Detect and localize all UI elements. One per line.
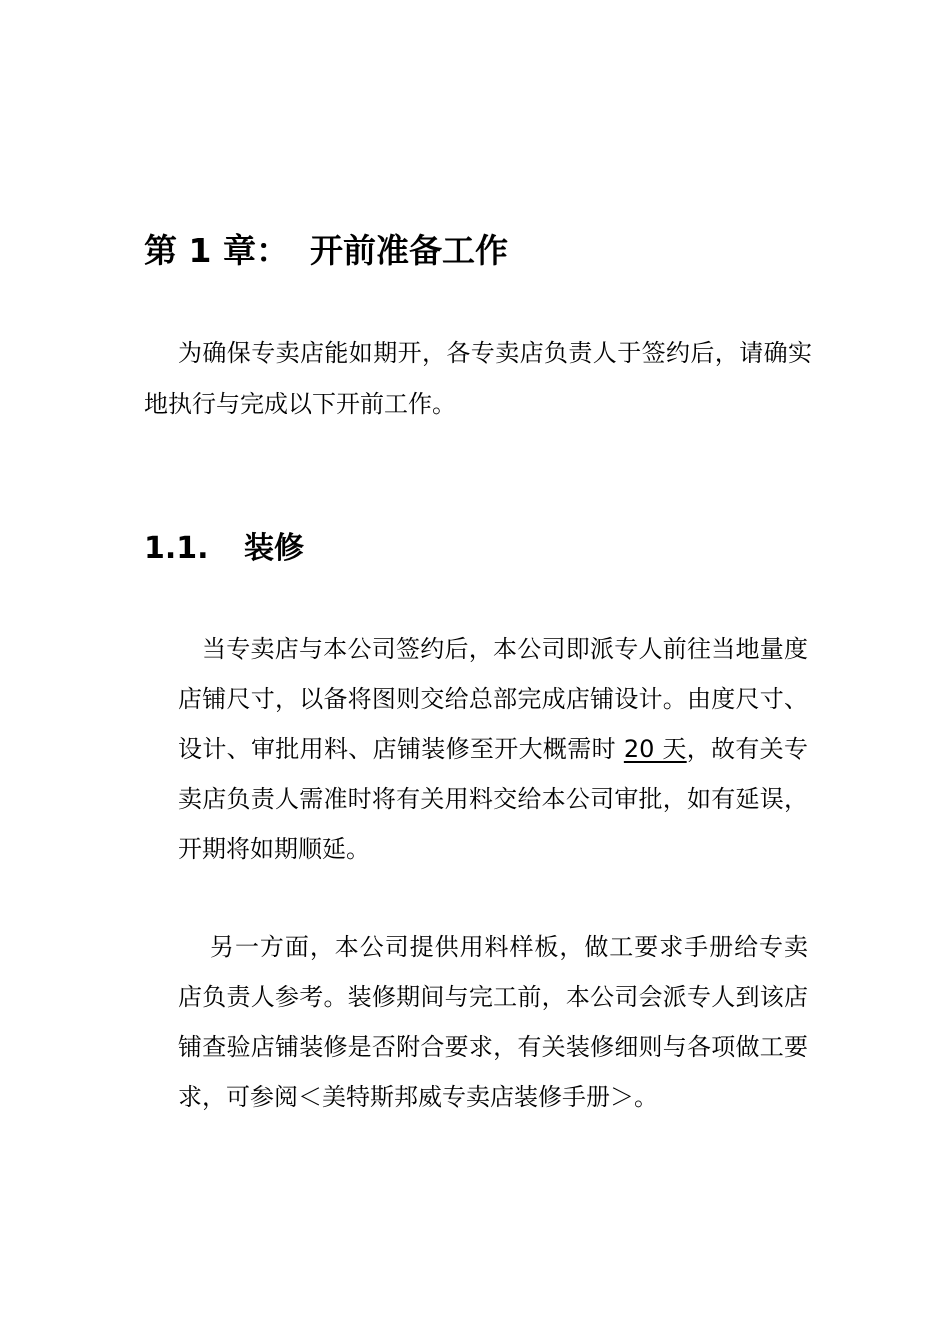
chapter-number: 第 1 章： bbox=[144, 231, 289, 270]
paragraph-1-text-end: ，故有关专卖店负责人需准时将有关用料交给本公司审批，如有延误，开期将如期顺延。 bbox=[178, 735, 808, 863]
section-heading bbox=[144, 525, 824, 573]
intro-paragraph: 为确保专卖店能如期开，各专卖店负责人于签约后，请确实地执行与完成以下开前工作。 bbox=[144, 339, 812, 418]
chapter-title: 开前准备工作 bbox=[310, 231, 508, 270]
paragraph-1-text-start: 当专卖店与本公司签约后，本公司即派专人前往当地量度店铺尺寸，以备将图则交给总部完成店铺设计。由度尺寸、设计、审批用料、店铺装修至开大概需时 bbox=[178, 635, 808, 763]
renovation-paragraph-1 bbox=[178, 624, 808, 874]
renovation-paragraph-2: 另一方面，本公司提供用料样板，做工要求手册给专卖店负责人参考。装修期间与完工前，本公司会派专人到该店铺查验店铺装修是否附合要求，有关装修细则与各项做工要求，可参阅＜美特斯邦威专卖店装修手册＞。 bbox=[178, 933, 808, 1111]
chapter-heading bbox=[144, 226, 824, 276]
section-number: 1.1. bbox=[144, 531, 209, 566]
duration-underlined: 20 天 bbox=[623, 735, 687, 763]
section-title: 装修 bbox=[244, 531, 304, 566]
